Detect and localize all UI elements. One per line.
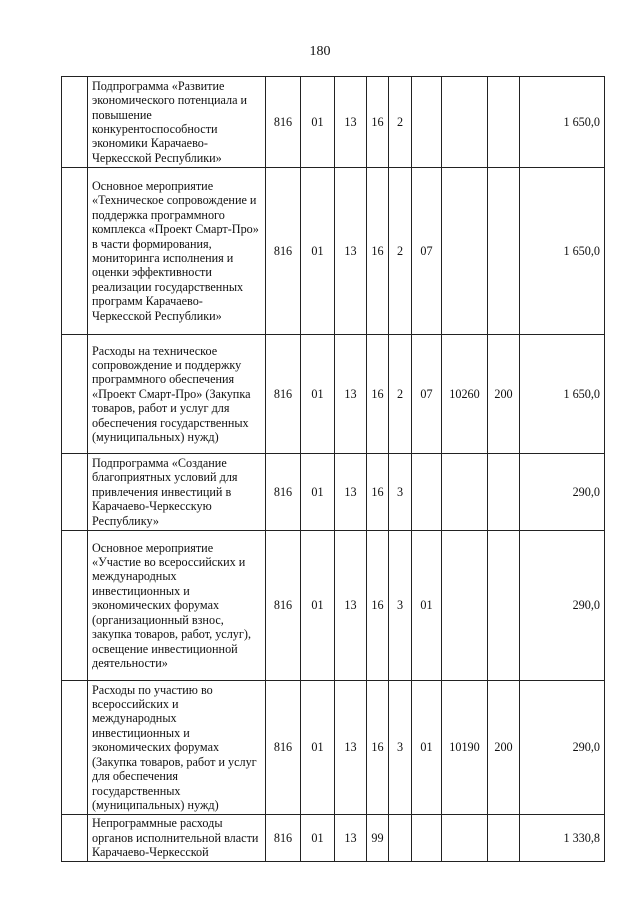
- table-row: [62, 681, 605, 815]
- subprogram-code-cell: 2: [389, 335, 412, 454]
- amount-cell: 290,0: [520, 681, 605, 815]
- amount-cell: 1 650,0: [520, 77, 605, 168]
- item-name-cell: Подпрограмма «Создание благоприятных условий для привлечения инвестиций в Карачаево-Черкесскую Республику»: [88, 454, 266, 531]
- direction-code-cell: [442, 168, 488, 335]
- item-name-cell: Основное мероприятие «Техническое сопровождение и поддержка программного комплекса «Проект Смарт-Про» в части формирования, мониторинга исполнения и оценки эффективности реализации государственных программ Карачаево-Черкесской Республики»: [88, 168, 266, 335]
- table-row: [62, 335, 605, 454]
- ministry-code-cell: 816: [266, 815, 301, 862]
- expense-type-cell: [488, 77, 520, 168]
- subprogram-code-cell: 3: [389, 454, 412, 531]
- program-code-cell: 16: [367, 531, 389, 681]
- section-code-cell: 01: [301, 531, 335, 681]
- expense-type-cell: [488, 815, 520, 862]
- amount-cell: 290,0: [520, 531, 605, 681]
- expense-type-cell: [488, 531, 520, 681]
- direction-code-cell: [442, 815, 488, 862]
- table-row: [62, 531, 605, 681]
- subsection-code-cell: 13: [335, 454, 367, 531]
- amount-cell: 290,0: [520, 454, 605, 531]
- ministry-code-cell: 816: [266, 77, 301, 168]
- subsection-code-cell: 13: [335, 168, 367, 335]
- page-number: 180: [309, 44, 331, 59]
- direction-code-cell: [442, 531, 488, 681]
- ministry-code-cell: 816: [266, 335, 301, 454]
- item-name-cell: Расходы на техническое сопровождение и поддержку программного обеспечения «Проект Смарт-Про» (Закупка товаров, работ и услуг для обеспечения государственных (муниципальных) нужд): [88, 335, 266, 454]
- row-number-cell: [62, 335, 88, 454]
- subprogram-code-cell: [389, 815, 412, 862]
- item-name-cell: Непрограммные расходы органов исполнительной власти Карачаево-Черкесской: [88, 815, 266, 862]
- ministry-code-cell: 816: [266, 531, 301, 681]
- direction-code-cell: [442, 454, 488, 531]
- event-code-cell: [412, 77, 442, 168]
- section-code-cell: 01: [301, 168, 335, 335]
- ministry-code-cell: 816: [266, 168, 301, 335]
- event-code-cell: 07: [412, 335, 442, 454]
- amount-cell: 1 330,8: [520, 815, 605, 862]
- section-code-cell: 01: [301, 335, 335, 454]
- item-name-cell: Подпрограмма «Развитие экономического потенциала и повышение конкурентоспособности экономики Карачаево-Черкесской Республики»: [88, 77, 266, 168]
- subprogram-code-cell: 3: [389, 531, 412, 681]
- row-number-cell: [62, 815, 88, 862]
- section-code-cell: 01: [301, 454, 335, 531]
- program-code-cell: 16: [367, 77, 389, 168]
- direction-code-cell: [442, 77, 488, 168]
- event-code-cell: 01: [412, 531, 442, 681]
- subprogram-code-cell: 2: [389, 168, 412, 335]
- expense-type-cell: 200: [488, 681, 520, 815]
- program-code-cell: 16: [367, 335, 389, 454]
- event-code-cell: [412, 454, 442, 531]
- event-code-cell: [412, 815, 442, 862]
- row-number-cell: [62, 168, 88, 335]
- subprogram-code-cell: 3: [389, 681, 412, 815]
- amount-cell: 1 650,0: [520, 335, 605, 454]
- table-row: [62, 454, 605, 531]
- row-number-cell: [62, 531, 88, 681]
- event-code-cell: 01: [412, 681, 442, 815]
- program-code-cell: 16: [367, 168, 389, 335]
- amount-cell: 1 650,0: [520, 168, 605, 335]
- subprogram-code-cell: 2: [389, 77, 412, 168]
- ministry-code-cell: 816: [266, 681, 301, 815]
- item-name-cell: Расходы по участию во всероссийских и международных инвестиционных и экономических форумах (Закупка товаров, работ и услуг для обеспечения государственных (муниципальных) нужд): [88, 681, 266, 815]
- row-number-cell: [62, 454, 88, 531]
- row-number-cell: [62, 77, 88, 168]
- row-number-cell: [62, 681, 88, 815]
- program-code-cell: 16: [367, 454, 389, 531]
- section-code-cell: 01: [301, 77, 335, 168]
- expense-type-cell: [488, 168, 520, 335]
- program-code-cell: 99: [367, 815, 389, 862]
- event-code-cell: 07: [412, 168, 442, 335]
- subsection-code-cell: 13: [335, 681, 367, 815]
- subsection-code-cell: 13: [335, 531, 367, 681]
- table-row: [62, 77, 605, 168]
- expense-type-cell: 200: [488, 335, 520, 454]
- subsection-code-cell: 13: [335, 77, 367, 168]
- table-row: [62, 168, 605, 335]
- expense-type-cell: [488, 454, 520, 531]
- table-row: [62, 815, 605, 862]
- budget-table: [61, 76, 605, 862]
- subsection-code-cell: 13: [335, 335, 367, 454]
- program-code-cell: 16: [367, 681, 389, 815]
- direction-code-cell: 10190: [442, 681, 488, 815]
- item-name-cell: Основное мероприятие «Участие во всероссийских и международных инвестиционных и экономических форумах (организационный взнос, закупка товаров, работ, услуг), освещение инвестиционной деятельности»: [88, 531, 266, 681]
- subsection-code-cell: 13: [335, 815, 367, 862]
- section-code-cell: 01: [301, 681, 335, 815]
- section-code-cell: 01: [301, 815, 335, 862]
- direction-code-cell: 10260: [442, 335, 488, 454]
- ministry-code-cell: 816: [266, 454, 301, 531]
